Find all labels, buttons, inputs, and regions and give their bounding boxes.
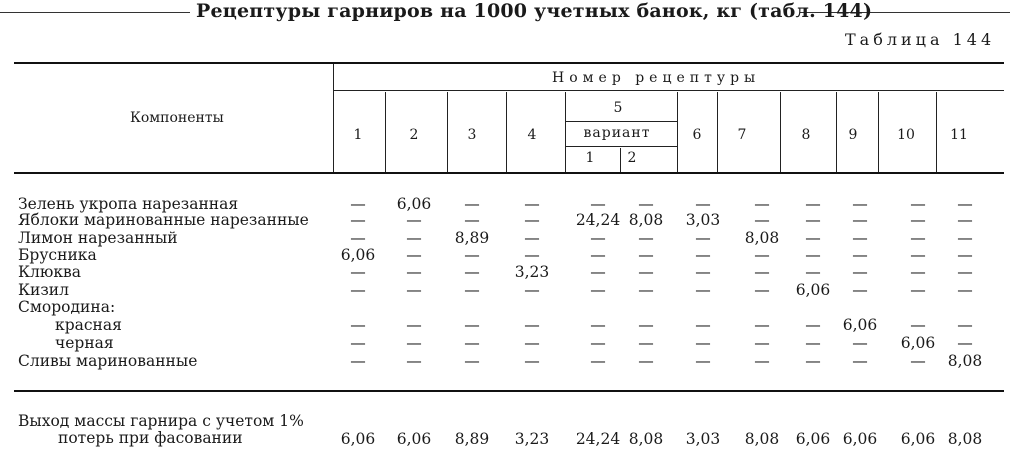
header-variant-1: 1	[585, 150, 595, 166]
table-cell: —	[350, 352, 366, 370]
table-cell: —	[638, 229, 654, 247]
group5-underline	[565, 121, 677, 122]
table-cell: —	[957, 246, 973, 264]
header-col-6: 6	[692, 127, 702, 143]
table-cell: —	[805, 352, 821, 370]
table-cell: —	[590, 352, 606, 370]
table-cell: —	[350, 195, 366, 213]
table-cell: —	[695, 263, 711, 281]
table-cell: —	[350, 281, 366, 299]
header-col-3: 3	[467, 127, 477, 143]
col-divider	[936, 92, 937, 172]
header-variant: вариант	[583, 125, 651, 141]
header-col-8: 8	[801, 127, 811, 143]
body-bottom-rule	[14, 390, 1004, 392]
table-cell: —	[695, 334, 711, 352]
table-cell: —	[754, 334, 770, 352]
col-divider	[677, 92, 678, 172]
recipe-number-underline	[334, 90, 1004, 91]
table-cell: —	[957, 263, 973, 281]
col-divider	[506, 92, 507, 172]
header-col-10: 10	[897, 127, 915, 143]
table-cell: —	[406, 334, 422, 352]
footer-cell: 6,06	[842, 430, 878, 448]
table-cell: —	[852, 246, 868, 264]
table-cell: —	[805, 316, 821, 334]
table-cell: —	[464, 211, 480, 229]
table-cell: —	[638, 263, 654, 281]
components-divider	[333, 64, 334, 172]
table-cell: —	[695, 352, 711, 370]
table-cell: —	[406, 229, 422, 247]
table-row	[0, 282, 1010, 299]
table-cell: —	[464, 263, 480, 281]
header-col-1: 1	[353, 127, 363, 143]
table-cell: —	[695, 316, 711, 334]
table-cell: 8,08	[628, 211, 664, 229]
header-group5: 5	[613, 100, 623, 116]
table-cell: —	[590, 246, 606, 264]
variant-underline	[565, 146, 677, 147]
table-cell: —	[464, 334, 480, 352]
table-cell: —	[805, 334, 821, 352]
table-cell: 6,06	[340, 246, 376, 264]
table-cell: —	[910, 263, 926, 281]
col-divider	[878, 92, 879, 172]
table-row	[0, 335, 1010, 352]
col-divider	[565, 92, 566, 172]
table-cell: —	[957, 316, 973, 334]
table-cell: —	[406, 281, 422, 299]
table-row	[0, 247, 1010, 264]
footer-cell: 8,08	[947, 430, 983, 448]
table-cell: —	[754, 211, 770, 229]
table-cell: —	[957, 211, 973, 229]
table-cell: —	[754, 263, 770, 281]
table-cell: —	[695, 195, 711, 213]
table-cell: —	[852, 334, 868, 352]
table-label: Таблица 144	[845, 30, 996, 49]
table-cell: —	[464, 316, 480, 334]
table-cell: —	[638, 246, 654, 264]
header-recipe-number: Номер рецептуры	[552, 70, 761, 86]
table-cell: —	[406, 246, 422, 264]
page-title: Рецептуры гарниров на 1000 учетных банок, кг (табл. 144)	[196, 0, 873, 22]
table-cell: —	[590, 229, 606, 247]
table-cell: —	[695, 246, 711, 264]
table-row	[0, 317, 1010, 334]
table-cell: —	[350, 229, 366, 247]
table-cell: —	[910, 246, 926, 264]
table-cell: 24,24	[575, 211, 621, 229]
header-components: Компоненты	[130, 110, 224, 126]
table-row	[0, 264, 1010, 281]
row-label: Зелень укропа нарезанная	[18, 195, 239, 213]
table-cell: —	[754, 352, 770, 370]
table-cell: —	[638, 281, 654, 299]
table-cell: —	[638, 334, 654, 352]
col-divider	[385, 92, 386, 172]
table-cell: 8,08	[744, 229, 780, 247]
row-label: Смородина:	[18, 298, 116, 316]
table-cell: —	[957, 229, 973, 247]
table-cell: —	[805, 211, 821, 229]
table-cell: 8,08	[947, 352, 983, 370]
table-cell: —	[638, 316, 654, 334]
table-cell: —	[910, 352, 926, 370]
table-cell: —	[910, 229, 926, 247]
table-cell: —	[524, 229, 540, 247]
col-divider	[780, 92, 781, 172]
table-cell: —	[957, 334, 973, 352]
table-cell: 3,03	[685, 211, 721, 229]
header-bottom-rule	[14, 172, 1004, 174]
table-cell: —	[406, 316, 422, 334]
table-cell: —	[524, 281, 540, 299]
table-cell: 6,06	[396, 195, 432, 213]
table-cell: —	[754, 195, 770, 213]
header-col-11: 11	[950, 127, 968, 143]
table-cell: —	[910, 281, 926, 299]
table-cell: —	[464, 195, 480, 213]
table-cell: —	[910, 211, 926, 229]
table-row	[0, 212, 1010, 229]
table-cell: —	[524, 352, 540, 370]
table-row	[0, 353, 1010, 370]
footer-label-line2: потерь при фасовании	[58, 429, 243, 447]
col-divider	[620, 148, 621, 172]
header-col-9: 9	[848, 127, 858, 143]
header-variant-2: 2	[627, 150, 637, 166]
table-cell: 8,89	[454, 229, 490, 247]
table-cell: 6,06	[900, 334, 936, 352]
table-cell: —	[590, 316, 606, 334]
table-cell: —	[590, 195, 606, 213]
row-label: Клюква	[18, 263, 81, 281]
footer-cell: 6,06	[340, 430, 376, 448]
table-cell: —	[350, 334, 366, 352]
col-divider	[717, 92, 718, 172]
table-cell: 6,06	[842, 316, 878, 334]
table-cell: —	[638, 352, 654, 370]
table-cell: —	[406, 352, 422, 370]
table-cell: —	[805, 246, 821, 264]
header-col-7: 7	[737, 127, 747, 143]
footer-cell: 3,03	[685, 430, 721, 448]
table-cell: —	[350, 263, 366, 281]
table-cell: —	[910, 316, 926, 334]
table-cell: —	[805, 263, 821, 281]
footer-label-line1: Выход массы гарнира с учетом 1%	[18, 412, 304, 430]
table-cell: —	[464, 352, 480, 370]
footer-cell: 8,89	[454, 430, 490, 448]
table-row	[0, 230, 1010, 247]
row-label: Сливы маринованные	[18, 352, 198, 370]
table-cell: —	[590, 263, 606, 281]
footer-cell: 6,06	[900, 430, 936, 448]
header-col-2: 2	[409, 127, 419, 143]
table-top-rule	[14, 62, 1004, 64]
row-label: черная	[55, 334, 114, 352]
table-cell: —	[350, 211, 366, 229]
table-cell: —	[524, 246, 540, 264]
table-cell: —	[852, 263, 868, 281]
table-cell: —	[350, 316, 366, 334]
table-cell: —	[852, 281, 868, 299]
table-cell: —	[590, 334, 606, 352]
table-cell: —	[957, 195, 973, 213]
title-left-rule	[0, 12, 190, 13]
table-cell: —	[852, 195, 868, 213]
footer-cell: 8,08	[628, 430, 664, 448]
table-cell: —	[464, 281, 480, 299]
table-cell: —	[406, 263, 422, 281]
table-cell: —	[957, 281, 973, 299]
table-cell: —	[524, 195, 540, 213]
table-cell: —	[524, 211, 540, 229]
row-label: Яблоки маринованные нарезанные	[18, 211, 309, 229]
row-label: Кизил	[18, 281, 69, 299]
table-cell: —	[910, 195, 926, 213]
table-cell: 3,23	[514, 263, 550, 281]
footer-cell: 6,06	[795, 430, 831, 448]
table-cell: —	[406, 211, 422, 229]
table-cell: —	[852, 229, 868, 247]
footer-cell: 3,23	[514, 430, 550, 448]
table-cell: —	[695, 281, 711, 299]
table-cell: —	[524, 316, 540, 334]
row-label: красная	[55, 316, 122, 334]
footer-cell: 6,06	[396, 430, 432, 448]
table-cell: —	[852, 352, 868, 370]
table-cell: —	[754, 316, 770, 334]
table-cell: —	[852, 211, 868, 229]
table-cell: —	[695, 229, 711, 247]
col-divider	[447, 92, 448, 172]
row-label: Лимон нарезанный	[18, 229, 178, 247]
table-cell: 6,06	[795, 281, 831, 299]
header-col-4: 4	[527, 127, 537, 143]
col-divider	[836, 92, 837, 172]
table-cell: —	[754, 246, 770, 264]
table-cell: —	[754, 281, 770, 299]
footer-cell: 8,08	[744, 430, 780, 448]
table-cell: —	[805, 195, 821, 213]
footer-cell: 24,24	[575, 430, 621, 448]
table-cell: —	[638, 195, 654, 213]
row-label: Брусника	[18, 246, 97, 264]
table-cell: —	[590, 281, 606, 299]
table-row	[0, 299, 1010, 316]
table-cell: —	[524, 334, 540, 352]
table-cell: —	[464, 246, 480, 264]
table-cell: —	[805, 229, 821, 247]
